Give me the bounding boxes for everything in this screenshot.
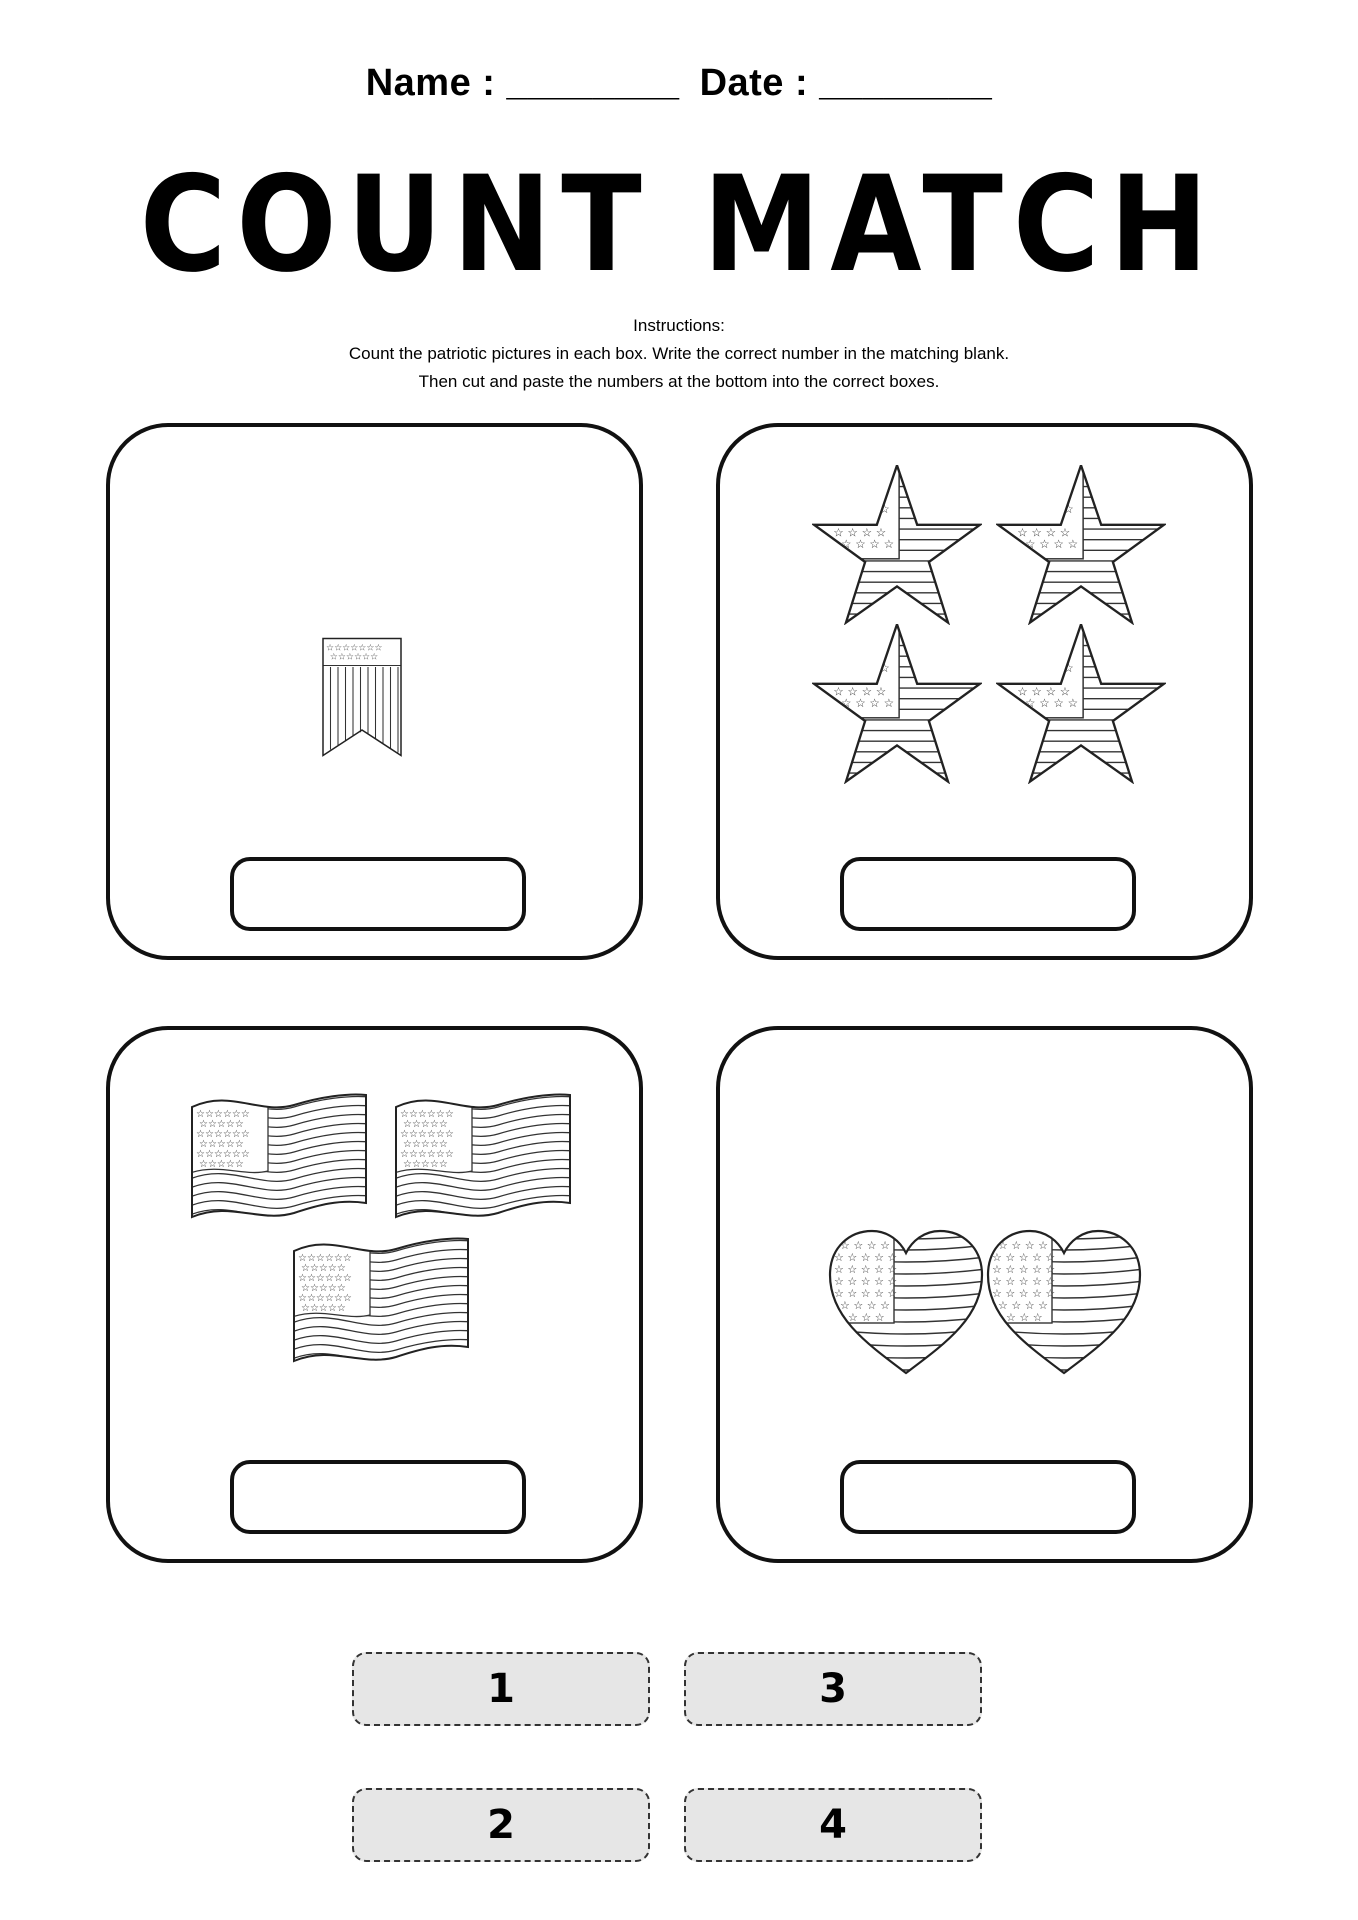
count-card-2 (716, 423, 1253, 960)
header (0, 62, 1358, 105)
flag-star-icon (996, 624, 1166, 781)
waving-flag-icon (394, 1093, 574, 1217)
cutout-number-tile[interactable]: 2 (352, 1788, 650, 1862)
cutout-number-tile[interactable]: 1 (352, 1652, 650, 1726)
flag-heart-icon (826, 1227, 986, 1373)
waving-flag-icon (190, 1093, 370, 1217)
flag-heart-icon (984, 1227, 1144, 1373)
flag-star-icon (996, 465, 1166, 622)
answer-blank[interactable] (840, 857, 1136, 931)
waving-flag-icon (292, 1237, 472, 1361)
instructions (0, 312, 1358, 396)
name-field[interactable]: Name : ________ (365, 62, 680, 104)
count-card-4 (716, 1026, 1253, 1563)
answer-blank[interactable] (230, 857, 526, 931)
worksheet-title: COUNT MATCH (139, 146, 1219, 302)
flag-star-icon (812, 465, 982, 622)
instructions-line-1: Count the patriotic pictures in each box. Write the correct number in the matching blank. (348, 344, 1010, 363)
count-card-1 (106, 423, 643, 960)
instructions-heading: Instructions: (633, 316, 725, 335)
count-card-3 (106, 1026, 643, 1563)
cutout-number-tile[interactable]: 4 (684, 1788, 982, 1862)
answer-blank[interactable] (230, 1460, 526, 1534)
flag-banner-icon (323, 639, 401, 756)
date-field[interactable]: Date : ________ (699, 62, 993, 104)
cutout-number-tile[interactable]: 3 (684, 1652, 982, 1726)
instructions-line-2: Then cut and paste the numbers at the bottom into the correct boxes. (418, 372, 940, 391)
answer-blank[interactable] (840, 1460, 1136, 1534)
flag-star-icon (812, 624, 982, 781)
